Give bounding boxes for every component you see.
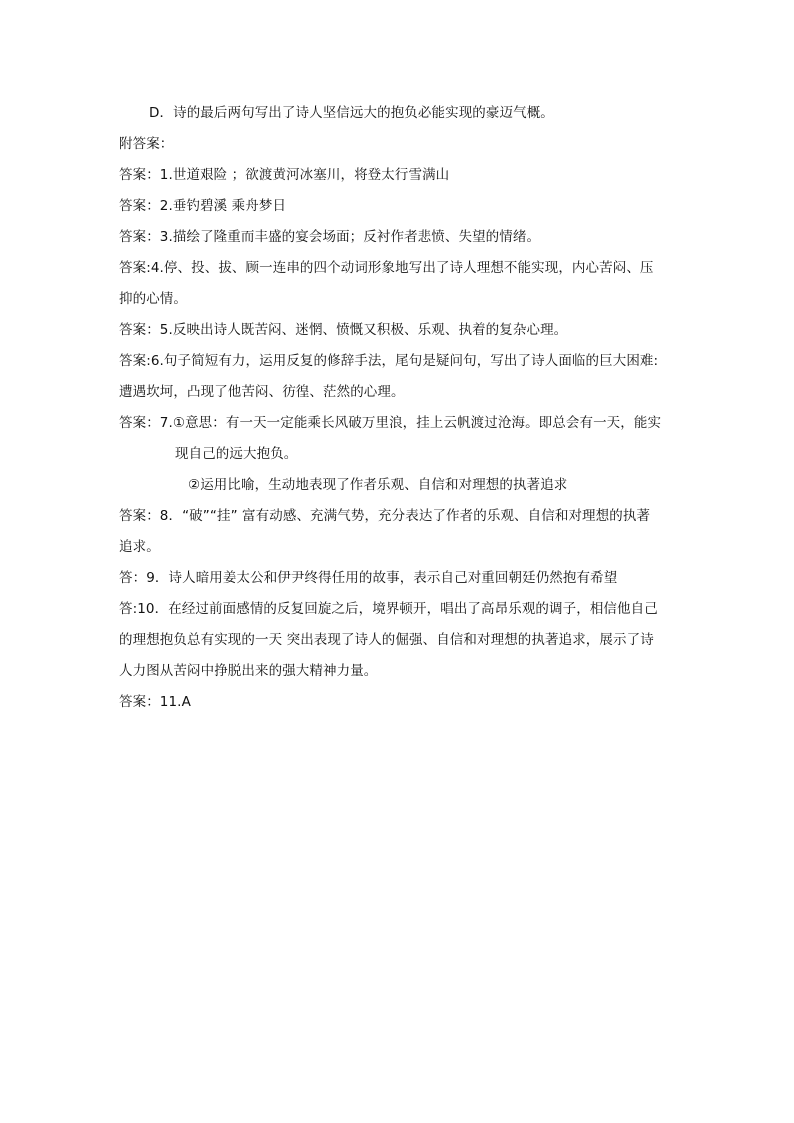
answer-line: 答：9．诗人暗用姜太公和伊尹终得任用的故事，表示自己对重回朝廷仍然抱有希望 bbox=[119, 570, 618, 586]
answer-line: 答案：7.①意思：有一天一定能乘长风破万里浪，挂上云帆渡过沧海。即总会有一天，能实 bbox=[119, 415, 662, 431]
answer-line: ②运用比喻，生动地表现了作者乐观、自信和对理想的执著追求 bbox=[188, 477, 568, 493]
answer-line: 答案：2.垂钓碧溪 乘舟梦日 bbox=[119, 198, 287, 214]
answer-line: 答案：5.反映出诗人既苦闷、迷惘、愤慨又积极、乐观、执着的复杂心理。 bbox=[119, 322, 568, 338]
answer-line: 答案：8．“破”“挂” 富有动感、充满气势，充分表达了作者的乐观、自信和对理想的执著 bbox=[119, 508, 651, 524]
answer-line: 答案：1.世道艰险 ；欲渡黄河冰塞川，将登太行雪满山 bbox=[119, 167, 450, 183]
answer-line: 遭遇坎坷，凸现了他苦闷、彷徨、茫然的心理。 bbox=[119, 384, 405, 400]
answer-line: 追求。 bbox=[119, 539, 160, 555]
answer-line: 答案:6.句子简短有力，运用反复的修辞手法，尾句是疑问句，写出了诗人面临的巨大困难: bbox=[119, 353, 659, 369]
answer-line: 答:10．在经过前面感情的反复回旋之后，境界顿开，唱出了高昂乐观的调子，相信他自己 bbox=[119, 601, 658, 617]
answer-line: 人力图从苦闷中挣脱出来的强大精神力量。 bbox=[119, 663, 378, 679]
answer-line: 答案:4.停、投、拔、顾一连串的四个动词形象地写出了诗人理想不能实现，内心苦闷、压 bbox=[119, 260, 654, 276]
option-d-text: D．诗的最后两句写出了诗人坚信远大的抱负必能实现的豪迈气概。 bbox=[149, 105, 554, 121]
answer-line: 答案：3.描绘了隆重而丰盛的宴会场面；反衬作者悲愤、失望的情绪。 bbox=[119, 229, 541, 245]
appendix-title: 附答案： bbox=[119, 136, 174, 152]
answer-line: 的理想抱负总有实现的一天 突出表现了诗人的倔强、自信和对理想的执著追求，展示了诗 bbox=[119, 632, 654, 648]
answer-line: 现自己的远大抱负。 bbox=[175, 446, 298, 462]
answer-line: 答案：11.A bbox=[119, 694, 191, 710]
answer-line: 抑的心情。 bbox=[119, 291, 187, 307]
